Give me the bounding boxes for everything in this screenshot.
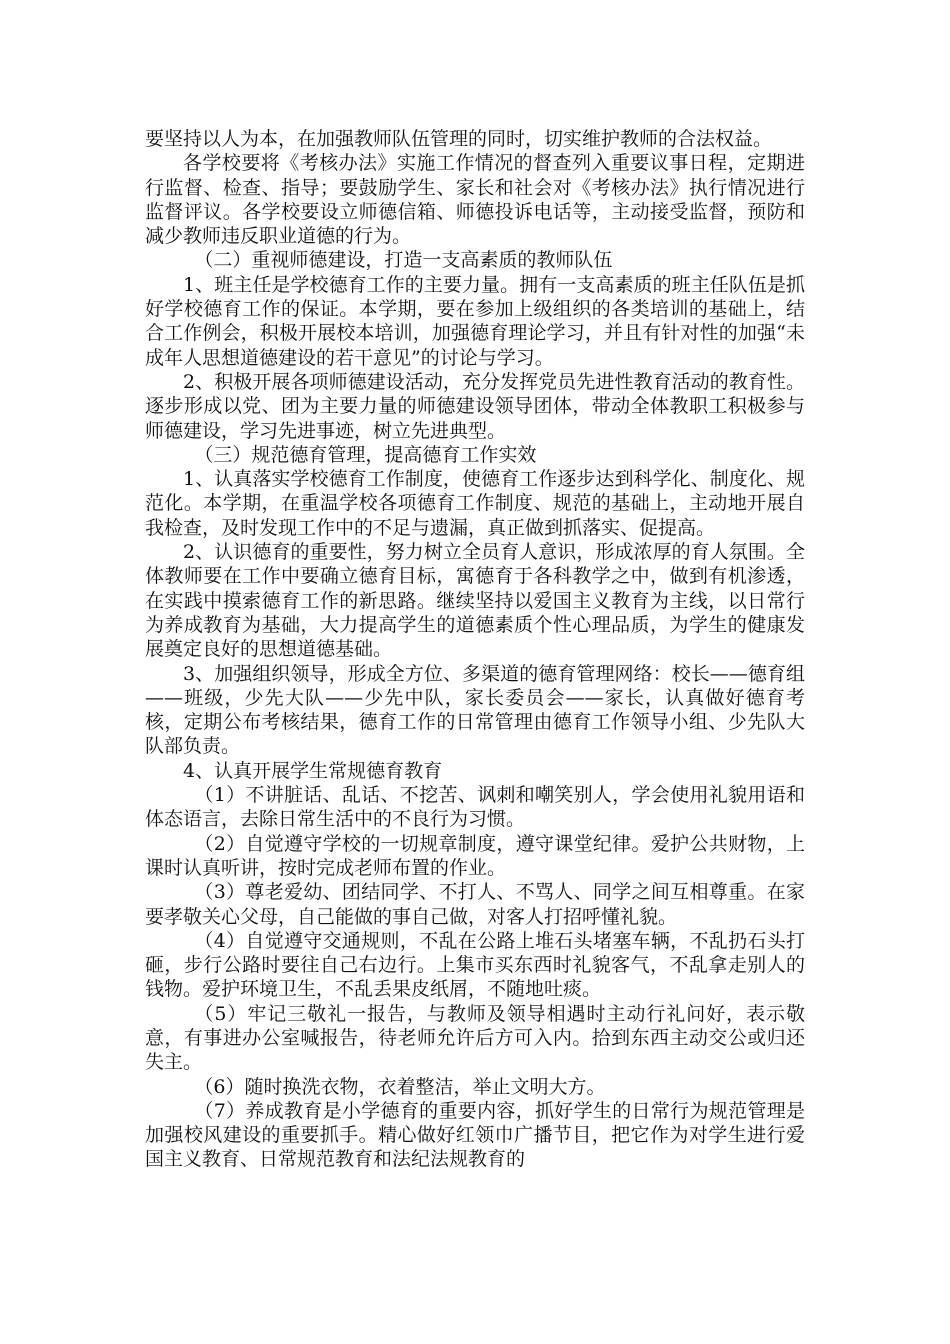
paragraph: 1、认真落实学校德育工作制度，使德育工作逐步达到科学化、制度化、规范化。本学期，在重温学校各项德育工作制度、规范的基础上，主动地开展自我检查，及时发现工作中的不足与遗漏，真正做到抓落实、促提高。 [145, 468, 805, 539]
document-body [145, 127, 805, 1172]
list-item: （3）尊老爱幼、团结同学、不打人、不骂人、同学之间互相尊重。在家要孝敬关心父母，自己能做的事自己做，对客人打招呼懂礼貌。 [145, 881, 805, 928]
paragraph: 1、班主任是学校德育工作的主要力量。拥有一支高素质的班主任队伍是抓好学校德育工作的保证。本学期，要在参加上级组织的各类培训的基础上，结合工作例会，积极开展校本培训，加强德育理论学习，并且有针对性的加强“未成年人思想道德建设的若干意见”的讨论与学习。 [145, 273, 805, 369]
list-item: （4）自觉遵守交通规则，不乱在公路上堆石头堵塞车辆，不乱扔石头打砸，步行公路时要往自己右边行。上集市买东西时礼貌客气，不乱拿走别人的钱物。爱护环境卫生，不乱丢果皮纸屑，不随地吐痰。 [145, 929, 805, 1001]
list-item: （1）不讲脏话、乱话、不挖苦、讽刺和嘲笑别人，学会使用礼貌用语和体态语言，去除日常生活中的不良行为习惯。 [145, 784, 805, 831]
subsection-heading: 4、认真开展学生常规德育教育 [183, 759, 443, 782]
section-heading: （三）规范德育管理，提高德育工作实效 [194, 443, 537, 466]
list-item: （5）牢记三敬礼一报告，与教师及领导相遇时主动行礼问好，表示敬意，有事进办公室喊报告，待老师允许后方可入内。拾到东西主动交公或归还失主。 [145, 1002, 805, 1074]
paragraph: 2、认识德育的重要性，努力树立全员育人意识，形成浓厚的育人氛围。全体教师要在工作中要确立德育目标，寓德育于各科教学之中，做到有机渗透，在实践中摸索德育工作的新思路。继续坚持以爱国主义教育为主线，以日常行为养成教育为基础，大力提高学生的道德素质个性心理品质，为学生的健康发展奠定良好的思想道德基础。 [145, 541, 805, 661]
list-item: （6）随时换洗衣物，衣着整洁，举止文明大方。 [194, 1075, 606, 1098]
paragraph: 2、积极开展各项师德建设活动，充分发挥党员先进性教育活动的教育性。逐步形成以党、团为主要力量的师德建设领导团体，带动全体教职工积极参与师德建设，学习先进事迹，树立先进典型。 [145, 370, 805, 442]
paragraph: 3、加强组织领导，形成全方位、多渠道的德育管理网络：校长——德育组——班级，少先大队——少先中队，家长委员会——家长，认真做好德育考核，定期公布考核结果，德育工作的日常管理由德育工作领导小组、少先队大队部负责。 [145, 662, 805, 758]
paragraph: 各学校要将《考核办法》实施工作情况的督查列入重要议事日程，定期进行监督、检查、指导；要鼓励学生、家长和社会对《考核办法》执行情况进行监督评议。各学校要设立师德信箱、师德投诉电话等，主动接受监督，预防和减少教师违反职业道德的行为。 [145, 152, 805, 248]
paragraph: 要坚持以人为本，在加强教师队伍管理的同时，切实维护教师的合法权益。 [145, 128, 773, 150]
section-heading: （二）重视师德建设，打造一支高素质的教师队伍 [194, 249, 613, 272]
list-item: （7）养成教育是小学德育的重要内容，抓好学生的日常行为规范管理是加强校风建设的重要抓手。精心做好红领巾广播节目，把它作为对学生进行爱国主义教育、日常规范教育和法纪法规教育的 [145, 1099, 805, 1171]
list-item: （2）自觉遵守学校的一切规章制度，遵守课堂纪律。爱护公共财物，上课时认真听讲，按时完成老师布置的作业。 [145, 832, 805, 879]
